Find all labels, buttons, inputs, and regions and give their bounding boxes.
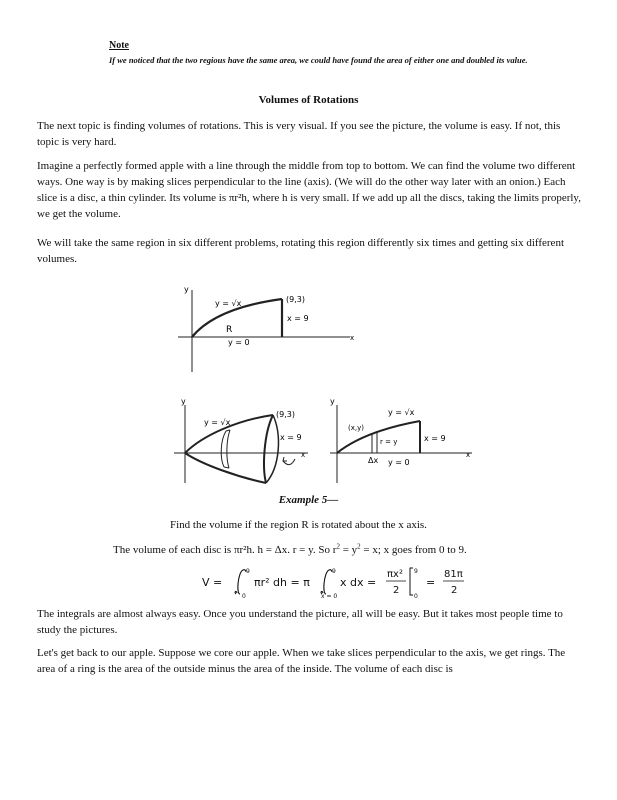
- paragraph-six-problems: We will take the same region in six different problems, rotating this region differently six times and getting six different volumes.: [37, 237, 564, 265]
- line-label: x = 9: [424, 434, 446, 443]
- example-title: Example 5—: [278, 494, 339, 506]
- upper-limit-2: 9: [332, 568, 336, 575]
- figure-region-r: [170, 280, 370, 380]
- x-axis-label: x: [466, 451, 471, 459]
- example-problem: Find the volume if the region R is rotated about the x axis.: [170, 519, 427, 531]
- eval-upper: 9: [414, 568, 418, 575]
- formula-pi-r2-dh: πr² dh = π: [254, 576, 310, 589]
- formula-x-dx: x dx =: [340, 576, 377, 589]
- lower-limit-2: x = 0: [321, 593, 338, 600]
- paragraph-intro: The next topic is finding volumes of rotations. This is very visual. If you see the picture, the volume is easy. If not, this topic is very hard.: [37, 120, 561, 148]
- curve-label: y = √x: [388, 408, 415, 417]
- point-label: (x,y): [348, 424, 364, 432]
- upper-limit-1: 9: [246, 568, 250, 575]
- paragraph-core-apple: Let's get back to our apple. Suppose we core our apple. When we take slices perpendicular to the axis, we get rings. The area of a ring is the area of the outside minus the area of the inside. The volume of each disc is: [37, 647, 566, 675]
- eval-lower: 0: [414, 593, 418, 600]
- formula-v: V =: [202, 576, 223, 589]
- rotation-arrow: [283, 459, 295, 465]
- line-label: x = 9: [280, 433, 302, 442]
- lower-limit-1: 0: [242, 593, 246, 600]
- end-face-left: [264, 415, 273, 483]
- fraction-denominator: 2: [393, 585, 400, 596]
- x-axis-label: x: [301, 451, 306, 459]
- formula-equals: =: [426, 576, 436, 589]
- dx-label: Δx: [368, 456, 379, 465]
- eval-bracket: [410, 568, 413, 595]
- curve-label: y = √x: [204, 418, 231, 427]
- disc-slice: [221, 430, 230, 468]
- example-setup: The volume of each disc is πr²h. h = Δx. r = y. So $r^2 = y^2 = x$; x goes from 0 to 9.: [113, 542, 467, 556]
- section-title: Volumes of Rotations: [258, 94, 359, 106]
- note-text: If we noticed that the two regious have the same area, we could have found the area of either one and doubled its value.: [109, 55, 528, 65]
- region-label: R: [226, 325, 233, 335]
- result-numerator: 81π: [444, 569, 463, 580]
- figure-representative-slice: [322, 395, 482, 490]
- x-axis-label: x: [350, 334, 355, 342]
- figure-solid-of-revolution: [168, 395, 318, 490]
- lower-curve: [185, 453, 266, 483]
- curve-label: y = √x: [215, 299, 242, 308]
- y-axis-label: y: [184, 285, 189, 294]
- end-face-right: [266, 415, 278, 483]
- r-label: r = y: [380, 438, 398, 446]
- note-heading: Note: [109, 40, 129, 51]
- line-label: x = 9: [287, 314, 309, 323]
- paragraph-apple: Imagine a perfectly formed apple with a line through the middle from top to bottom. We can find the volume two different ways. One way is by making slices perpendicular to the line (axis). (We will do the other way later with an onion.) Each slice is a disc, a thin cylinder. Its volume is πr²h, where h is very small. If we add up all the discs, taking the limits properly, we get the volume.: [37, 160, 581, 220]
- point-label: (9,3): [286, 295, 305, 304]
- point-label: (9,3): [276, 410, 295, 419]
- volume-formula: [200, 564, 480, 600]
- integral-sign-2: [321, 570, 332, 594]
- base-label: y = 0: [388, 458, 410, 467]
- paragraph-integrals: The integrals are almost always easy. Once you understand the picture, all will be easy. But it takes most people time to study the pictures.: [37, 608, 563, 636]
- base-label: y = 0: [228, 338, 250, 347]
- result-denominator: 2: [451, 585, 458, 596]
- y-axis-label: y: [330, 397, 335, 406]
- y-axis-label: y: [181, 397, 186, 406]
- fraction-numerator: πx²: [387, 569, 403, 580]
- integral-sign-1: [235, 570, 246, 594]
